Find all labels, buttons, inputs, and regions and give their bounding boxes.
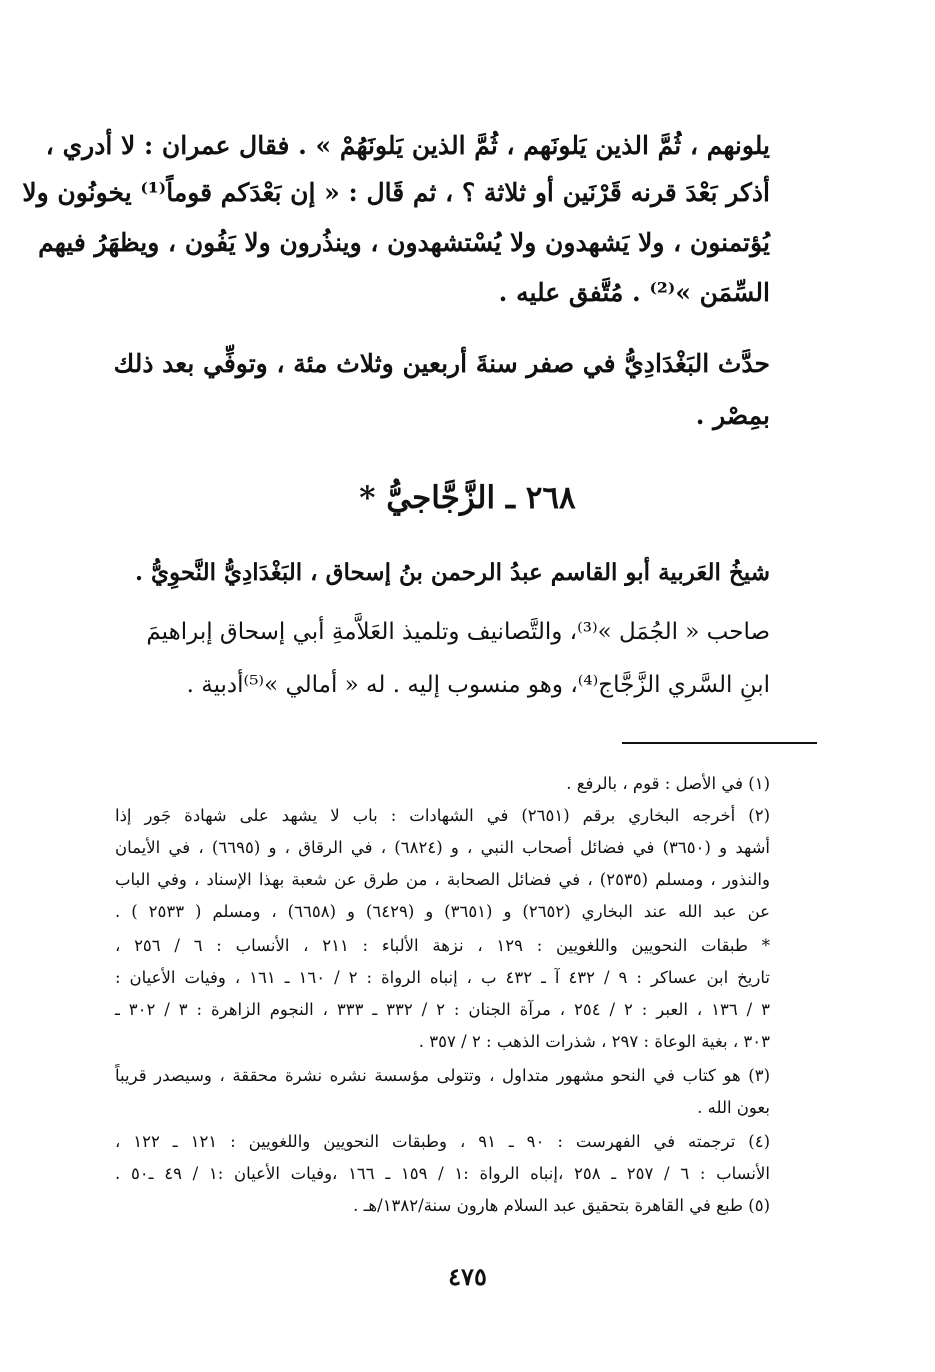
- main-text-line: يُؤتمنون ، ولا يَشهدون ولا يُسْتشهدون ، وينذُرون ولا يَفُون ، ويظهَرُ فيهم: [38, 228, 770, 257]
- footnote-line: (٢) أخرجه البخاري برقم (٢٦٥١) في الشهادات : باب لا يشهد على شهادة جَور إذا: [115, 806, 770, 825]
- footnote-line: * طبقات النحويين واللغويين : ١٢٩ ، نزهة الألباء : ٢١١ ، الأنساب : ٦ / ٢٥٦ ،: [115, 936, 771, 955]
- footnote-line: (٥) طبع في القاهرة بتحقيق عبد السلام هارون سنة/١٣٨٢/هـ .: [353, 1196, 770, 1215]
- footnote-line: بعون الله .: [697, 1098, 770, 1117]
- footnote-line: والنذور ، ومسلم (٢٥٣٥) ، في فضائل الصحابة ، من طرق عن شعبة بهذا الإسناد ، وفي الباب: [115, 870, 770, 889]
- footnote-line: ٣ / ١٣٦ ، العبر : ٢ / ٢٥٤ ، مرآة الجنان : ٢ / ٣٣٢ ـ ٣٣٣ ، النجوم الزاهرة : ٣ / ٣٠٢ ـ: [115, 1000, 770, 1019]
- closing-text-line: بمِصْر .: [695, 401, 770, 430]
- entry-heading: ٢٦٨ ـ الزَّجَّاجيُّ *: [359, 480, 576, 516]
- biography-line: صاحب « الجُمَل »⁽³⁾، والتَّصانيف وتلميذ العَلاَّمةِ أبي إسحاق إبراهيمَ: [146, 619, 770, 645]
- main-text-line: أذكر بَعْدَ قرنه قَرْنَين أو ثلاثة ؟ ، ثم قَال : « إن بَعْدَكم قوماً⁽¹⁾ يخونُون ولا: [22, 178, 770, 207]
- footnote-separator: [622, 742, 817, 744]
- biography-line: ابنِ السَّري الزَّجَّاج⁽⁴⁾، وهو منسوب إليه . له « أمالي »⁽⁵⁾أدبية .: [186, 672, 770, 698]
- main-text-line: السِّمَن »⁽²⁾ . مُتَّفق عليه .: [498, 278, 770, 307]
- footnote-line: تاريخ ابن عساكر : ٩ / ٤٣٢ آ ـ ٤٣٢ ب ، إنباه الرواة : ٢ / ١٦٠ ـ ١٦١ ، وفيات الأعيان :: [115, 968, 770, 987]
- footnote-line: (١) في الأصل : قوم ، بالرفع .: [566, 774, 770, 793]
- footnote-line: الأنساب : ٦ / ٢٥٧ ـ ٢٥٨ ،إنباه الرواة :١ / ١٥٩ ـ ١٦٦ ،وفيات الأعيان :١ / ٤٩ ـ٥٠ .: [115, 1164, 770, 1183]
- page-number: ٤٧٥: [448, 1262, 487, 1291]
- closing-text-line: حدَّث البَغْدَادِيُّ في صفر سنةَ أربعين وثلاث مئة ، وتوفِّي بعد ذلك: [113, 349, 770, 378]
- footnote-line: ٣٠٣ ، بغية الوعاة : ٢٩٧ ، شذرات الذهب : ٢ / ٣٥٧ .: [418, 1032, 770, 1051]
- main-text-line: يلونهم ، ثُمَّ الذين يَلونَهم ، ثُمَّ الذين يَلونَهُمْ » . فقال عمران : لا أدري ،: [45, 131, 770, 160]
- footnote-line: (٣) هو كتاب في النحو مشهور متداول ، وتتولى مؤسسة نشره نشرة محققة ، وسيصدر قريباً: [115, 1066, 770, 1085]
- footnote-line: عن عبد الله عند البخاري (٢٦٥٢) و (٣٦٥١) و (٦٤٢٩) و (٦٦٥٨) ، ومسلم ( ٢٥٣٣ ) .: [115, 902, 770, 921]
- footnote-line: (٤) ترجمته في الفهرست : ٩٠ ـ ٩١ ، وطبقات النحويين واللغويين : ١٢١ ـ ١٢٢ ،: [115, 1132, 770, 1151]
- footnote-line: أشهد و (٣٦٥٠) في فضائل أصحاب النبي ، و (٦٨٢٤) ، في الرقاق ، و (٦٦٩٥) ، في الأيمان: [115, 838, 770, 857]
- biography-line: شيخُ العَربية أبو القاسم عبدُ الرحمن بنُ إسحاق ، البَغْدَادِيُّ النَّحوِيُّ .: [134, 559, 770, 586]
